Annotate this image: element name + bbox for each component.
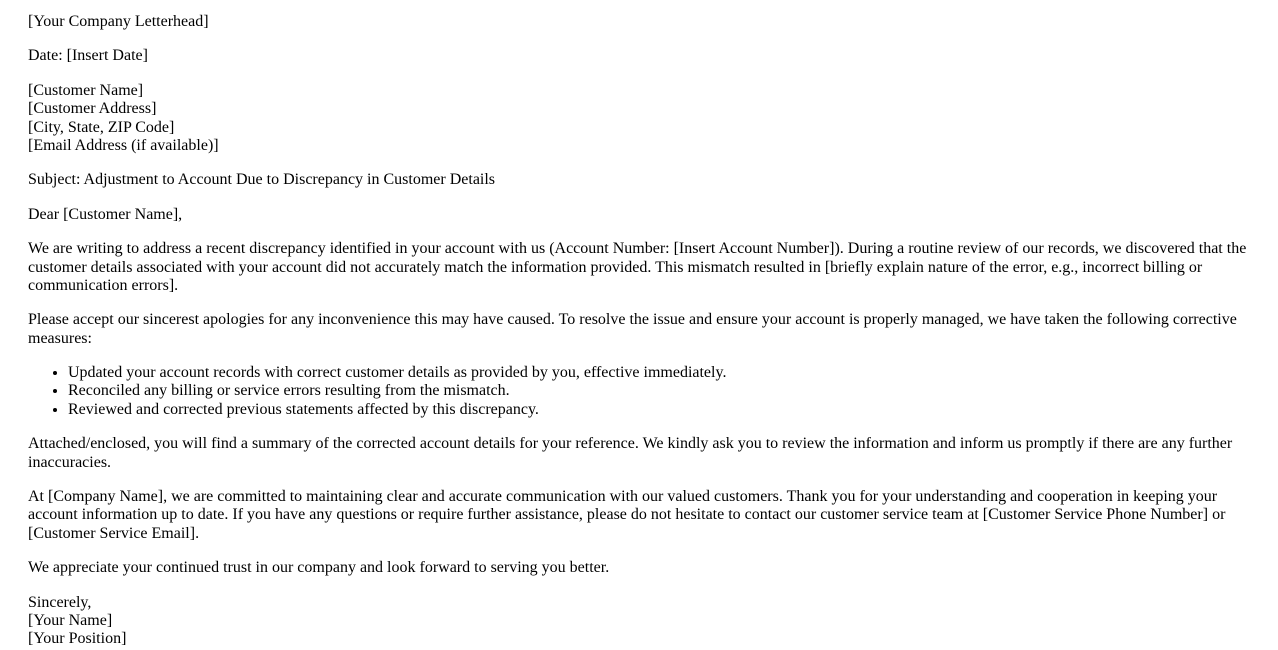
list-item: • Reviewed and corrected previous statements affected by this discrepancy.: [68, 401, 1250, 419]
recipient-city-line: [City, State, ZIP Code]: [28, 118, 175, 136]
paragraph-intro: We are writing to address a recent discrepancy identified in your account with us (Account Number: [Insert Account Number]). During a routine review of our records, we discovered that the customer details associated with your account did not accurately match the information provided. This mismatch resulted in [briefly explain nature of the error, e.g., incorrect billing or communication errors].: [28, 240, 1247, 294]
date-line: Date: [Insert Date]: [28, 47, 148, 65]
subject-line: Subject: Adjustment to Account Due to Discrepancy in Customer Details: [28, 171, 496, 189]
corrective-measures-list: [28, 364, 1250, 419]
recipient-address-line: [Customer Address]: [28, 100, 157, 118]
list-item: • Reconciled any billing or service errors resulting from the mismatch.: [68, 382, 1250, 400]
recipient-address-block: [28, 82, 1250, 156]
salutation-line: Dear [Customer Name],: [28, 205, 183, 223]
recipient-name-line: [Customer Name]: [28, 81, 144, 99]
closing-name-line: [Your Name]: [28, 611, 113, 629]
paragraph-apology: Please accept our sincerest apologies for any inconvenience this may have caused. To resolve the issue and ensure your account is properly managed, we have taken the following corrective measures:: [28, 311, 1237, 347]
paragraph-attachment: Attached/enclosed, you will find a summary of the corrected account details for your reference. We kindly ask you to review the information and inform us promptly if there are any further inaccuracies.: [28, 435, 1233, 471]
paragraph-commitment: At [Company Name], we are committed to maintaining clear and accurate communication with our valued customers. Thank you for your understanding and cooperation in keeping your account information up to date. If you have any questions or require further assistance, please do not hesitate to contact our customer service team at [Customer Service Phone Number] or [Customer Service Email].: [28, 488, 1226, 542]
letterhead-line: [Your Company Letterhead]: [28, 13, 209, 30]
paragraph-appreciation: We appreciate your continued trust in our company and look forward to serving you better.: [28, 559, 610, 577]
list-item: • Updated your account records with correct customer details as provided by you, effective immediately.: [68, 364, 1250, 382]
recipient-email-line: [Email Address (if available)]: [28, 136, 219, 154]
closing-sincerely-line: Sincerely,: [28, 593, 92, 611]
signature-block: [28, 594, 1250, 649]
closing-position-line: [Your Position]: [28, 630, 127, 648]
